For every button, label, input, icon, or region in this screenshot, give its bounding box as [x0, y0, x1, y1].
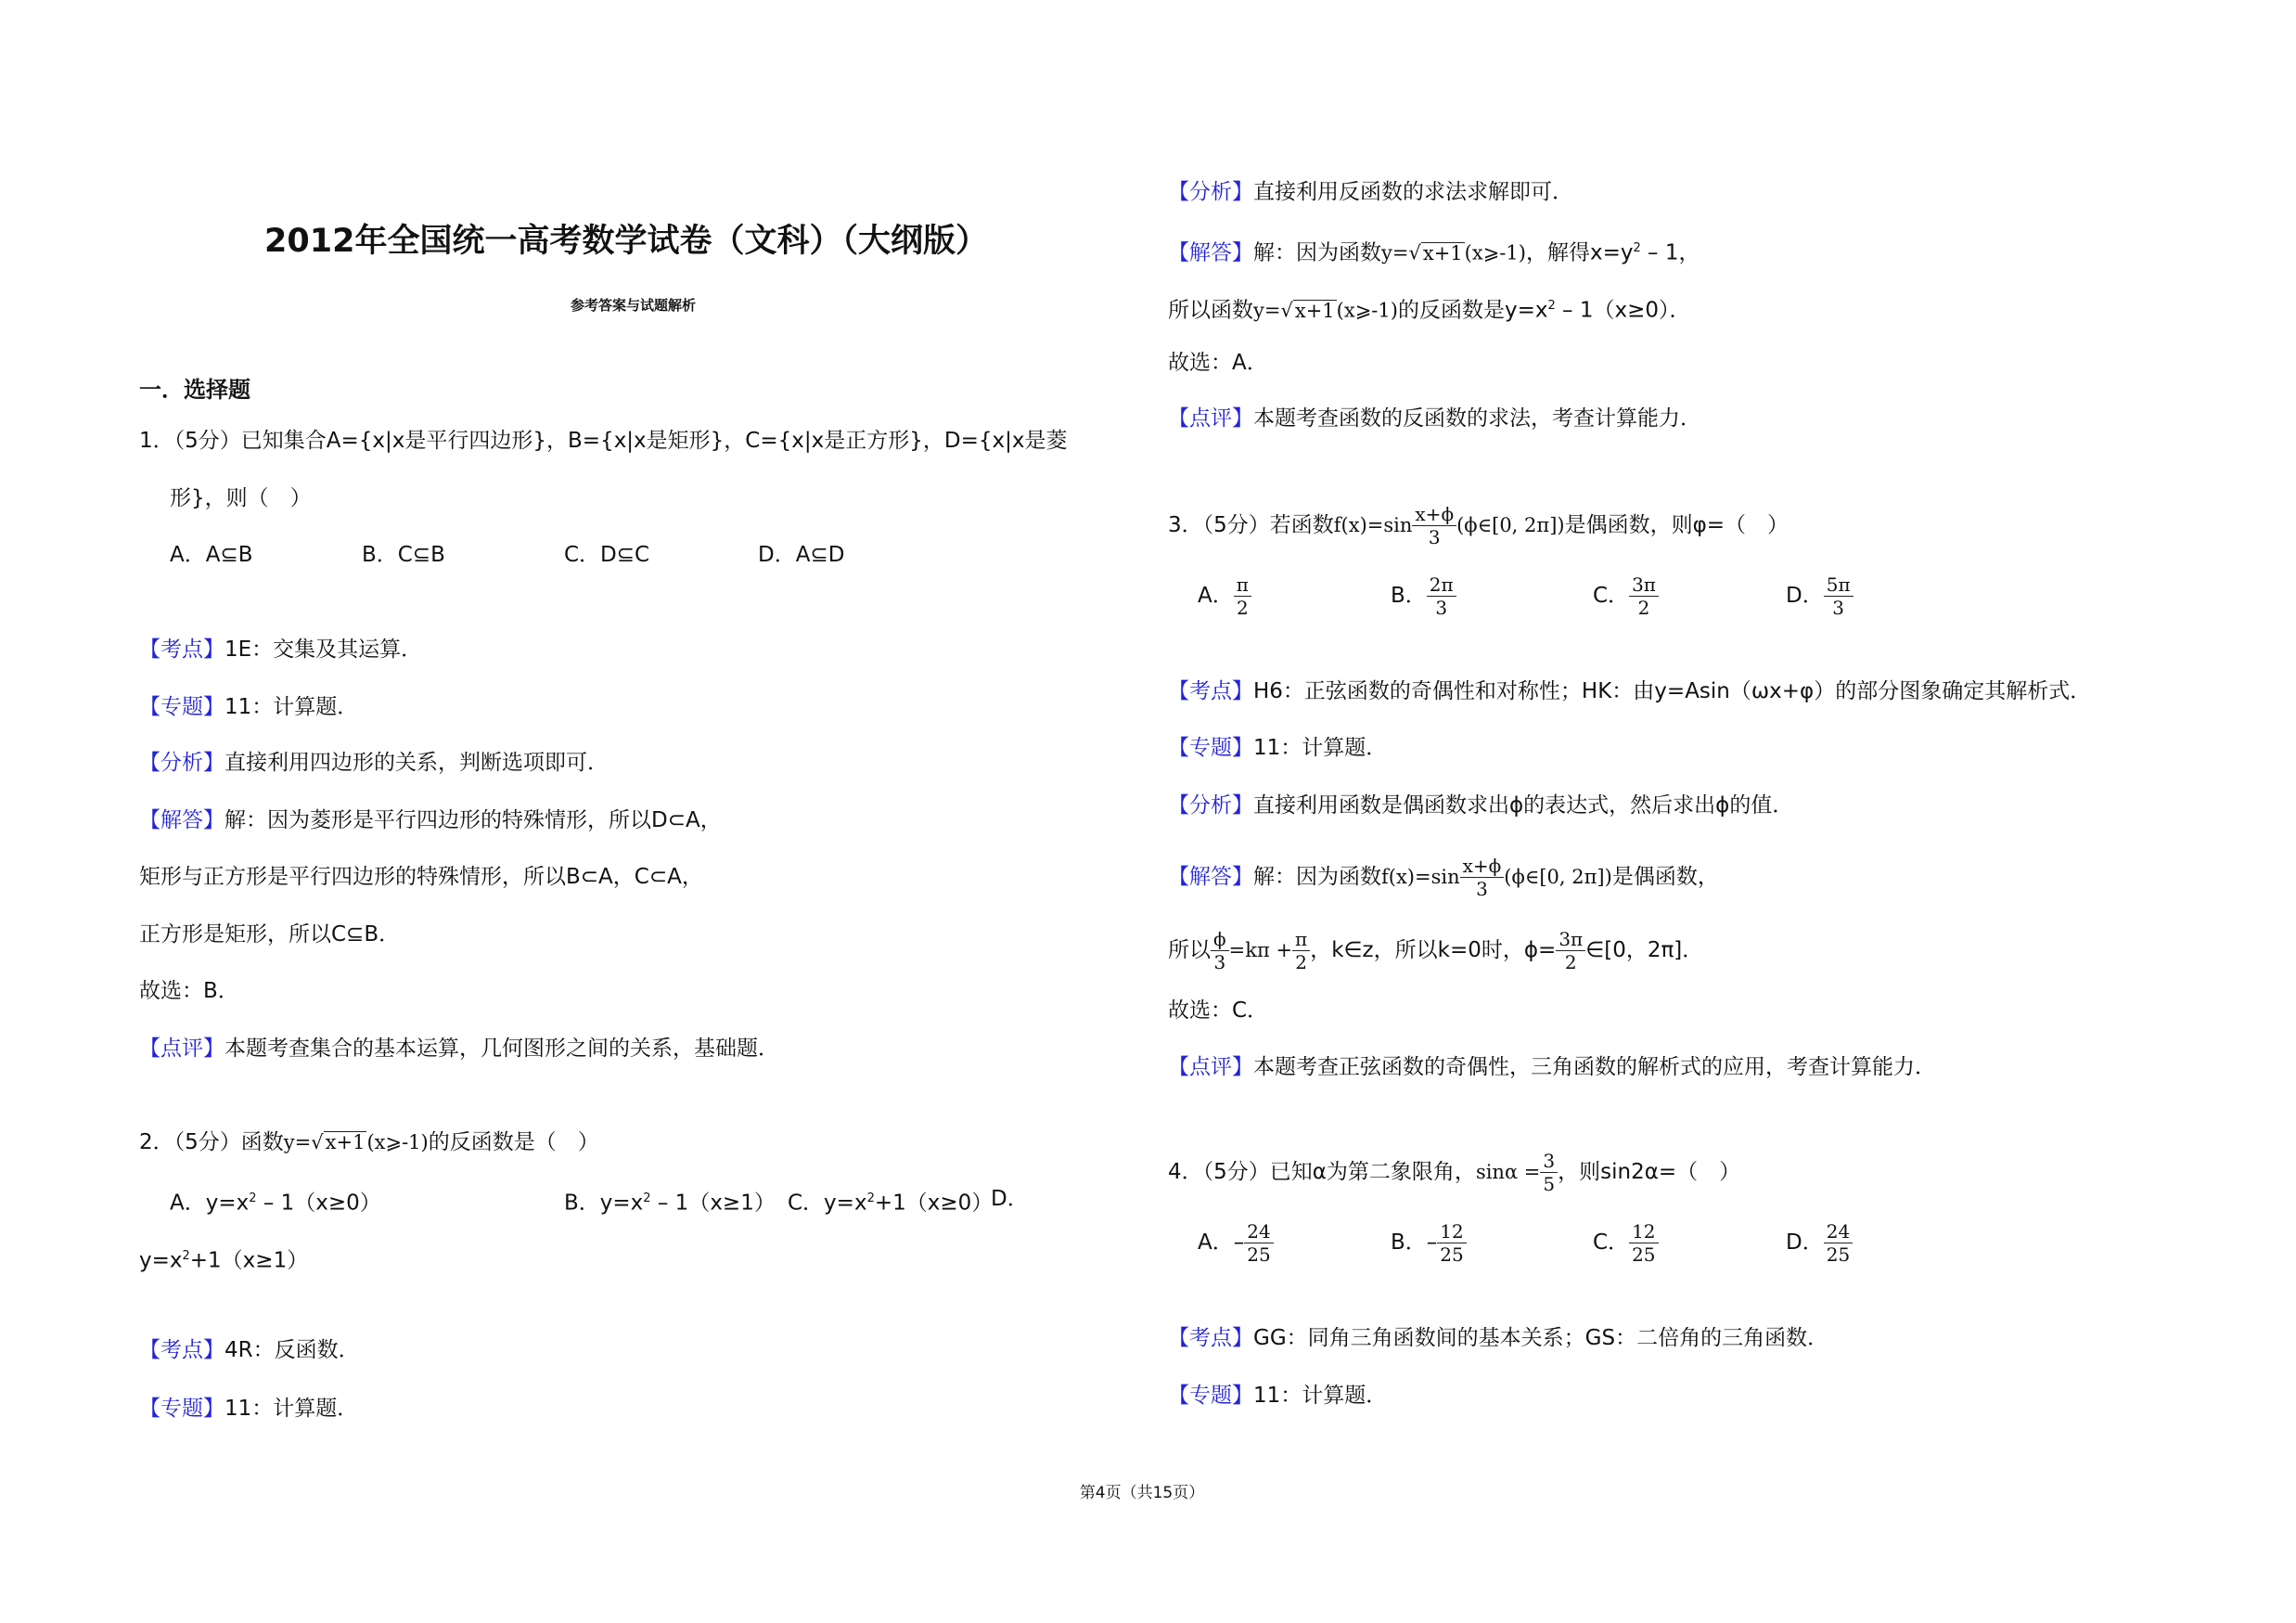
fenxi-text: 直接利用四边形的关系，判断选项即可．: [224, 751, 609, 775]
kaodian-text: H6：正弦函数的奇偶性和对称性；HK：由y=Asin（ωx+φ）的部分图象确定其解析式．: [1253, 679, 2092, 703]
dianping-label: 【点评】: [1168, 1055, 1253, 1079]
jieda-label: 【解答】: [139, 808, 224, 832]
q3-option-c: C． $\frac{3\pi}{2}$: [1593, 573, 1659, 619]
q3-answer: 故选：C．: [1168, 998, 1269, 1023]
q2-jieda: 【解答】解：因为函数y=√x+1(x⩾-1)，解得$x=y^2 - 1$，: [1168, 240, 1700, 265]
sqrt-radicand: x+1: [325, 1131, 366, 1153]
q1-option-b: B．C⊆B: [362, 543, 445, 567]
q2-jieda-line2: 所以函数y=√x+1(x⩾-1)的反函数是$y=x^2 - 1(x\ge 0)$．: [1168, 298, 1691, 323]
q3-kaodian: [1168, 677, 2091, 705]
zhuanti-text: 11：计算题．: [1253, 736, 1388, 760]
page-number: 第4页（共15页）: [1079, 1484, 1205, 1502]
jieda-label: 【解答】: [1168, 240, 1253, 265]
q3-jieda-line2: 所以 $\frac{\phi}{3}$ =kπ + $\frac{\pi}{2}$ ，k∈z，所以k=0时，ϕ= $\frac{3\pi}{2}$ ∈[0，2π]．: [1168, 928, 1704, 973]
q1-jieda-line2: 矩形与正方形是平行四边形的特殊情形，所以B⊂A，C⊂A，: [139, 865, 703, 889]
subtitle: 参考答案与试题解析: [570, 297, 696, 314]
q3-jieda: 【解答】解：因为函数f(x)=sin $\frac{x+\phi}{3}$ (ϕ∈[0, 2π])是偶函数，: [1168, 855, 1719, 900]
kaodian-label: 【考点】: [139, 1338, 224, 1362]
q2-option-d-letter: D．: [991, 1187, 1029, 1211]
q2-answer: 故选：A．: [1168, 351, 1268, 375]
q2-option-c: C．$y=x^2+1(x\ge 0)$: [788, 1191, 994, 1216]
q1-zhuanti: [139, 693, 358, 721]
q1-fenxi: [139, 749, 609, 777]
q4-kaodian: [1168, 1324, 1828, 1352]
dianping-label: 【点评】: [1168, 406, 1253, 431]
q3-option-b: B． $\frac{2\pi}{3}$: [1391, 573, 1456, 619]
q2-option-b: B．$y=x^2 - 1(x\ge 1)$: [564, 1191, 776, 1216]
zhuanti-label: 【专题】: [139, 695, 224, 719]
jieda-label: 【解答】: [1168, 865, 1253, 889]
kaodian-label: 【考点】: [1168, 679, 1253, 703]
q3-stem: 3．（5分）若函数f(x)=sin $\frac{x+\phi}{3}$ (ϕ∈[0, 2π])是偶函数，则φ=（ ）: [1168, 503, 1789, 548]
q4-option-d: D． $\frac{24}{25}$: [1786, 1220, 1853, 1266]
dianping-text: 本题考查函数的反函数的求法，考查计算能力．: [1253, 406, 1701, 431]
fenxi-label: 【分析】: [1168, 793, 1253, 818]
kaodian-text: 4R：反函数．: [224, 1338, 360, 1362]
fenxi-label: 【分析】: [1168, 180, 1253, 204]
q1-kaodian: [139, 636, 422, 663]
q1-stem: 1．（5分）已知集合A={x|x是平行四边形}，B={x|x是矩形}，C={x|x是正方形}，D={x|x是菱: [139, 429, 1068, 453]
q1-answer: 故选：B．: [139, 979, 239, 1003]
q3-fenxi: [1168, 792, 1793, 819]
q4-option-c: C． $\frac{12}{25}$: [1593, 1220, 1659, 1266]
fenxi-text: 直接利用反函数的求法求解即可．: [1253, 180, 1573, 204]
page-title: 2012年全国统一高考数学试卷（文科）（大纲版）: [264, 223, 988, 260]
fraction: $\frac{x+\phi}{3}$: [1412, 503, 1456, 548]
q4-option-a: A．– $\frac{24}{25}$: [1198, 1220, 1274, 1266]
q1-stem-cont: 形}，则（ ）: [170, 486, 312, 510]
q1-option-a: A．A⊆B: [170, 543, 253, 567]
kaodian-label: 【考点】: [1168, 1326, 1253, 1350]
q2-zhuanti: [139, 1395, 358, 1423]
q3-zhuanti: [1168, 734, 1387, 762]
kaodian-text: 1E：交集及其运算．: [224, 638, 423, 662]
dianping-text: 本题考查集合的基本运算，几何图形之间的关系，基础题．: [224, 1037, 779, 1061]
q2-dianping: [1168, 405, 1701, 432]
q1-jieda-line3: 正方形是矩形，所以C⊆B．: [139, 922, 401, 947]
q4-zhuanti: [1168, 1382, 1387, 1410]
fenxi-label: 【分析】: [139, 751, 224, 775]
q1-option-c: C．D⊆C: [564, 543, 650, 567]
zhuanti-label: 【专题】: [139, 1397, 224, 1421]
q3-dianping: [1168, 1053, 1936, 1081]
kaodian-label: 【考点】: [139, 638, 224, 662]
q2-fenxi: [1168, 178, 1573, 206]
dianping-text: 本题考查正弦函数的奇偶性，三角函数的解析式的应用，考查计算能力．: [1253, 1055, 1936, 1079]
dianping-label: 【点评】: [139, 1037, 224, 1061]
zhuanti-label: 【专题】: [1168, 1384, 1253, 1408]
section-heading: 一．选择题: [139, 377, 250, 403]
q2-kaodian: [139, 1336, 360, 1364]
q2-option-d: $y=x^2+1(x\ge 1)$: [139, 1248, 309, 1273]
q3-option-a: A． $\frac{\pi}{2}$: [1198, 573, 1251, 619]
q1-option-d: D．A⊆D: [758, 543, 845, 567]
q4-option-b: B．– $\frac{12}{25}$: [1391, 1220, 1467, 1266]
q2-option-a: A．$y=x^2 - 1(x\ge 0)$: [170, 1191, 381, 1216]
zhuanti-text: 11：计算题．: [1253, 1384, 1388, 1408]
fenxi-text: 直接利用函数是偶函数求出ϕ的表达式，然后求出ϕ的值．: [1253, 793, 1794, 818]
q3-option-d: D． $\frac{5\pi}{3}$: [1786, 573, 1853, 619]
jieda-text: 解：因为菱形是平行四边形的特殊情形，所以D⊂A，: [224, 808, 722, 832]
q2-stem: 2．（5分）函数y=√x+1(x⩾-1)的反函数是（ ）: [139, 1130, 599, 1154]
kaodian-text: GG：同角三角函数间的基本关系；GS：二倍角的三角函数．: [1253, 1326, 1829, 1350]
q1-jieda: [139, 806, 722, 834]
zhuanti-label: 【专题】: [1168, 736, 1253, 760]
zhuanti-text: 11：计算题．: [224, 1397, 359, 1421]
zhuanti-text: 11：计算题．: [224, 695, 359, 719]
q1-dianping: [139, 1035, 779, 1063]
q4-stem: 4．（5分）已知α为第二象限角，sinα = $\frac{3}{5}$ ，则sin2α=（ ）: [1168, 1150, 1741, 1195]
